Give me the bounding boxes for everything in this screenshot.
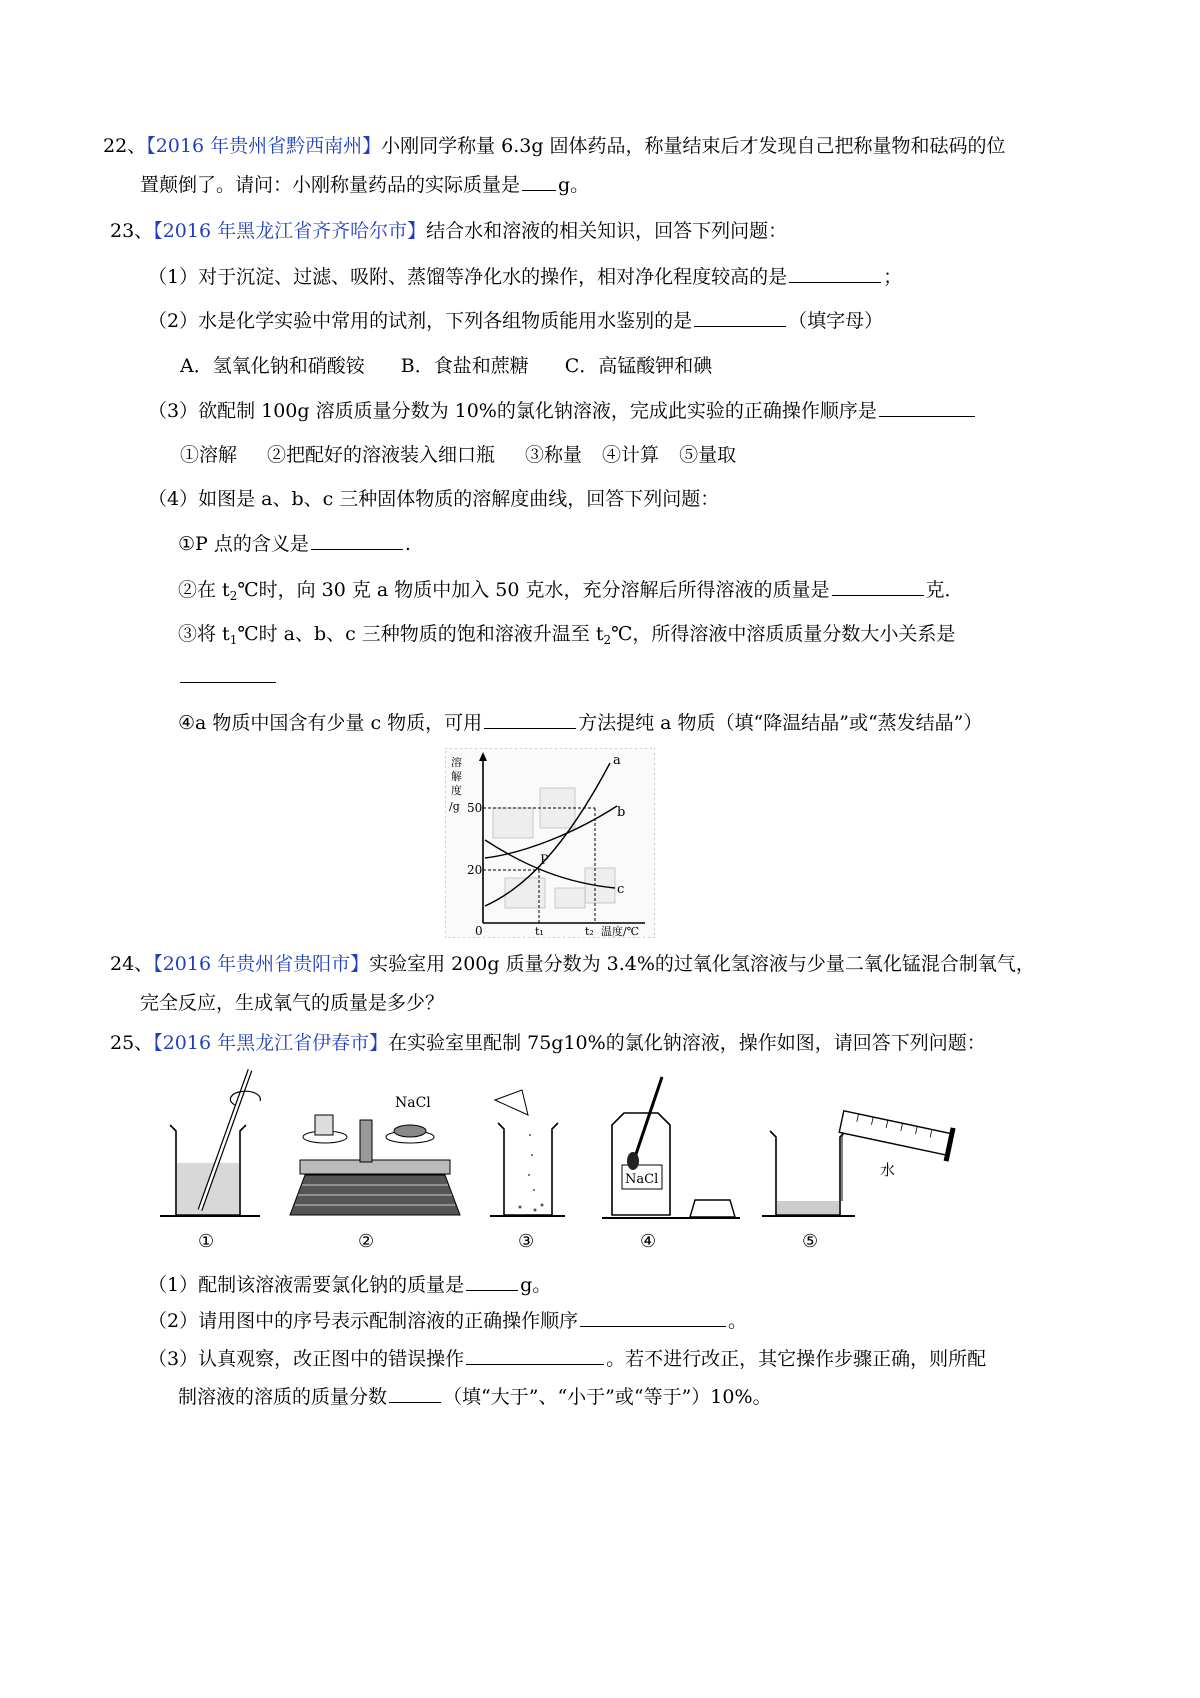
q25-part3 [148,1346,986,1372]
q24-text2: 完全反应，生成氧气的质量是多少？ [140,992,445,1014]
x-tick-t1: t₁ [535,925,544,938]
q23-sub3-subscript2: 2 [603,633,612,647]
spoon-scoop [627,1152,639,1170]
nacl-label-top: NaCl [395,1095,431,1111]
weight [315,1115,333,1135]
stir-arrow [230,1091,260,1105]
q25-part3-text4: （填“大于”、“小于”或“等于”）10%。 [443,1386,772,1408]
paper-chute [495,1090,528,1115]
nacl-label-bottle: NaCl [625,1172,659,1187]
fig-num-2: ② [358,1231,375,1252]
q23-option-b: B．食盐和蔗糖 [400,355,529,377]
q23-stem-text: 结合水和溶液的相关知识，回答下列问题： [426,220,788,242]
q25-part3-line2 [178,1384,772,1410]
q23-sub3-subscript1: 1 [229,633,238,647]
q23-sub2-subscript: 2 [229,589,238,603]
beaker-5-water [777,1201,839,1214]
falling-salt [528,1174,530,1176]
q23-option-c: C．高锰酸钾和碘 [564,355,713,377]
q23-sub4 [178,710,982,736]
q25-part3-text: （3）认真观察，改正图中的错误操作 [148,1348,465,1370]
q23-sub3-text3: ℃，所得溶液中溶质质量分数大小关系是 [611,623,956,645]
q23-part1-text: （1）对于沉淀、过滤、吸附、蒸馏等净化水的操作，相对净化程度较高的是 [148,266,788,288]
q23-sub2-text: ②在 t [178,579,230,601]
q24-line1 [110,951,1035,977]
q23-steps [180,442,736,468]
q23-part3-blank [879,398,975,417]
q23-part2 [148,308,883,334]
q22-line1 [103,133,1006,159]
reagent-bottle [612,1113,670,1215]
y-label-char: 度 [451,784,462,797]
figure-frame [445,748,655,938]
falling-salt [529,1134,531,1136]
q23-sub4-text: ④a 物质中国含有少量 c 物质，可用 [178,712,483,734]
q23-sub3-text2: ℃时 a、b、c 三种物质的饱和溶液升温至 t [237,623,604,645]
q24-number: 24、 [110,953,154,975]
beaker-3 [498,1123,558,1215]
y-label-char: 溶 [451,756,462,769]
q25-part2-blank [580,1308,726,1327]
q23-sub2-blank [832,577,924,596]
fig-num-3: ③ [518,1231,535,1252]
q25-part1-unit: g。 [520,1274,552,1296]
beaker-with-graduated-cylinder [762,1105,956,1216]
q22-text2: 置颠倒了。请问：小刚称量药品的实际质量是 [140,174,521,196]
q24-text: 实验室用 200g 质量分数为 3.4%的过氧化氢溶液与少量二氧化锰混合制氧气， [369,953,1035,975]
q25-part2-end: 。 [728,1310,748,1332]
fig-num-1: ① [198,1231,215,1252]
y-label-unit: /g [449,800,460,813]
q25-number: 25、 [110,1032,154,1054]
q25-part3-blank2 [389,1384,441,1403]
q23-step-2: ②把配好的溶液装入细口瓶 [267,444,496,466]
q23-sub3-blank [180,664,276,683]
point-label-p: P [540,853,549,868]
q22-source: 【2016 年贵州省黔西南州】 [146,135,382,157]
y-label-char: 解 [451,770,462,783]
q23-part1-end: ； [883,266,903,288]
q25-part3-text2: 。若不进行改正，其它操作步骤正确，则所配 [606,1348,987,1370]
beaker-with-stirring-rod [160,1070,260,1216]
q23-step-3: ③称量 [525,444,583,466]
q23-step-4: ④计算 [602,444,660,466]
q22-line2 [140,172,589,198]
graduated-cylinder [839,1111,951,1155]
q23-part4 [148,486,719,512]
salt-grain [534,1209,537,1212]
curve-label-a: a [613,753,621,768]
x-axis-label: 温度/℃ [601,925,640,938]
q23-part1-blank [789,264,881,283]
q25-part3-text3: 制溶液的溶质的质量分数 [178,1386,388,1408]
q23-part3-text: （3）欲配制 100g 溶质质量分数为 10%的氯化钠溶液，完成此实验的正确操作顺序是 [148,400,877,422]
q23-sub1-end: . [404,533,411,555]
q23-sub4-text2: 方法提纯 a 物质（填“降温结晶”或“蒸发结晶”） [578,712,983,734]
q22-unit: g。 [558,174,590,196]
figure-noise-box [555,888,585,908]
q23-stem [110,218,787,244]
curve-label-b: b [617,805,626,820]
q22-number: 22、 [103,135,147,157]
x-tick-t2: t₂ [585,925,594,938]
q23-sub4-blank [484,710,576,729]
salt-pile [394,1125,426,1137]
q24-line2 [140,990,444,1016]
q25-part3-blank [466,1346,604,1365]
q23-step-1: ①溶解 [180,444,238,466]
balance-pillar [360,1120,372,1162]
fig-num-5: ⑤ [802,1231,819,1252]
q24-source: 【2016 年贵州省贵阳市】 [153,953,370,975]
q25-source: 【2016 年黑龙江省伊春市】 [153,1032,389,1054]
water-label: 水 [880,1161,896,1179]
origin-label: 0 [475,924,483,938]
curve-label-c: c [617,882,625,897]
q23-sub3-blank-line [178,664,278,690]
y-tick-50: 50 [467,801,483,815]
q23-sub1 [178,531,411,557]
q23-sub3 [178,621,955,647]
q22-text: 小刚同学称量 6.3g 固体药品，称量结束后才发现自己把称量物和砝码的位 [381,135,1006,157]
q25-part2-text: （2）请用图中的序号表示配制溶液的正确操作顺序 [148,1310,579,1332]
q23-option-a: A．氢氧化钠和硝酸铵 [180,355,365,377]
q25-part1 [148,1272,551,1298]
q23-source: 【2016 年黑龙江省齐齐哈尔市】 [153,220,427,242]
q23-sub2-text2: ℃时，向 30 克 a 物质中加入 50 克水，充分溶解后所得溶液的质量是 [237,579,830,601]
q25-stem-text: 在实验室里配制 75g10%的氯化钠溶液，操作如图，请回答下列问题： [388,1032,986,1054]
y-tick-20: 20 [467,863,483,877]
q23-sub1-blank [311,531,403,550]
solution-preparation-figure [150,1065,980,1265]
q25-part1-text: （1）配制该溶液需要氯化钠的质量是 [148,1274,465,1296]
solubility-curve-figure [445,748,655,938]
q23-part4-text: （4）如图是 a、b、c 三种固体物质的溶解度曲线，回答下列问题： [148,488,720,510]
q23-sub3-text: ③将 t [178,623,230,645]
figure-noise-box [493,808,533,838]
beaker-with-paper-funnel [490,1090,565,1216]
reagent-bottle-with-spoon [602,1077,740,1218]
q23-part1 [148,264,902,290]
q25-stem [110,1030,986,1056]
q23-options [180,353,712,379]
salt-grain [519,1206,522,1209]
q22-answer-blank [522,172,556,191]
fig-num-4: ④ [640,1231,657,1252]
salt-grain [541,1204,544,1207]
balance [290,1095,460,1215]
q23-sub2 [178,577,964,603]
q23-step-5: ⑤量取 [679,444,737,466]
balance-beam [300,1160,450,1174]
q23-number: 23、 [110,220,154,242]
q23-part2-text: （2）水是化学实验中常用的试剂，下列各组物质能用水鉴别的是 [148,310,693,332]
q23-part2-blank [694,308,786,327]
q23-part3 [148,398,977,424]
bottle-stopper [690,1200,735,1217]
falling-salt [533,1189,535,1191]
q25-part2 [148,1308,747,1334]
q23-part2-end: （填字母） [788,310,884,332]
q23-sub2-end: 克． [925,579,964,601]
q25-part1-blank [466,1272,518,1291]
falling-salt [531,1154,533,1156]
q23-sub1-text: ①P 点的含义是 [178,533,309,555]
